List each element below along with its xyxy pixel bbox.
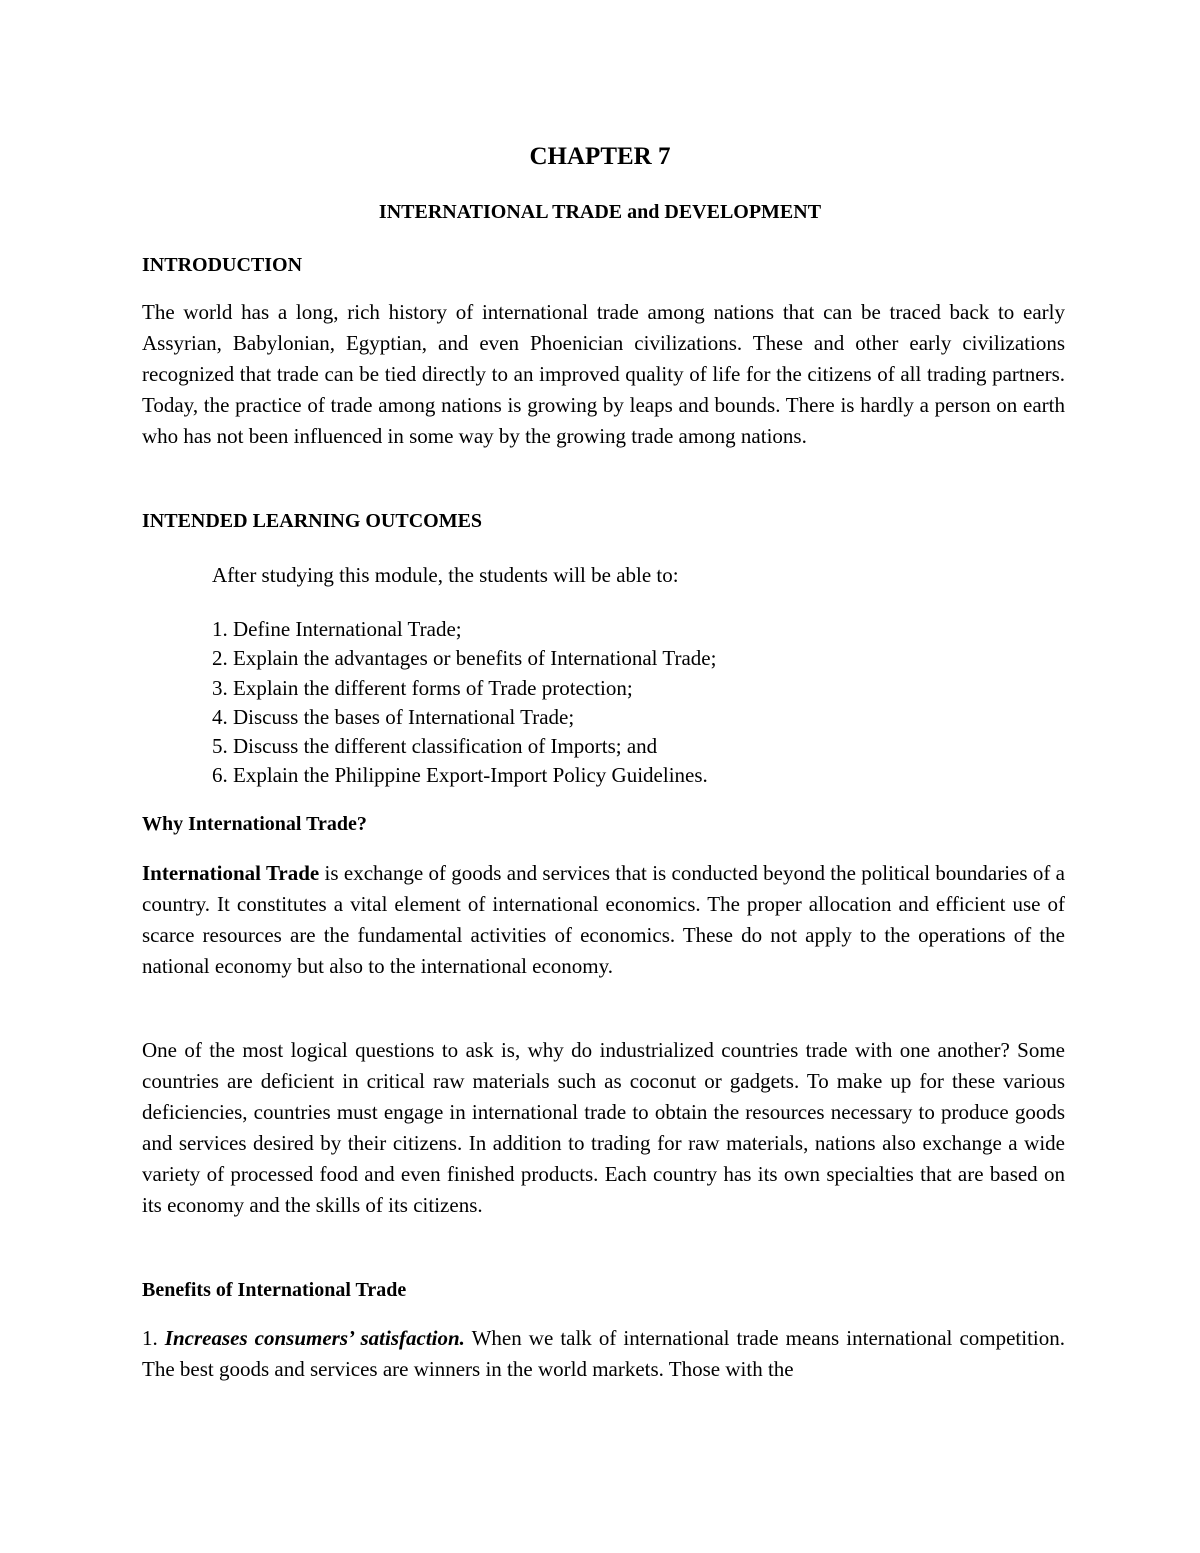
introduction-heading: INTRODUCTION	[142, 254, 303, 276]
learning-outcomes-heading: INTENDED LEARNING OUTCOMES	[142, 510, 483, 532]
benefits-heading: Benefits of International Trade	[142, 1279, 407, 1301]
learning-outcomes-list	[212, 615, 716, 791]
learning-outcomes-lead: After studying this module, the students will be able to:	[212, 563, 679, 587]
definition-text: is exchange of goods and services that is conducted beyond the political boundaries of a country. It constitutes a vital element of international economics. The proper allocation and efficient use of scarce resources are the fundamental activities of economics. These do not apply to the operations of the national economy but also to the international economy.	[142, 861, 1065, 978]
benefit-item-1	[142, 1323, 1065, 1385]
list-item: 4. Discuss the bases of International Trade;	[212, 704, 575, 729]
chapter-title: CHAPTER 7	[529, 143, 671, 170]
introduction-paragraph: The world has a long, rich history of international trade among nations that can be traced back to early Assyrian, Babylonian, Egyptian, and even Phoenician civilizations. These and other early civilizations recognized that trade can be tied directly to an improved quality of life for the citizens of all trading partners. Today, the practice of trade among nations is growing by leaps and bounds. There is hardly a person on earth who has not been influenced in some way by the growing trade among nations.	[142, 300, 1065, 448]
benefit-text: When we talk of international trade means international competition. The best goods and services are winners in the world markets. Those with the	[142, 1326, 1066, 1381]
definition-term: International Trade	[142, 861, 320, 885]
list-item: 1. Define International Trade;	[212, 617, 462, 641]
why-trade-paragraph: One of the most logical questions to ask is, why do industrialized countries trade with one another? Some countries are deficient in critical raw materials such as coconut or gadgets. To make up for these various deficiencies, countries must engage in international trade to obtain the resources necessary to produce goods and services desired by their citizens. In addition to trading for raw materials, nations also exchange a wide variety of processed food and even finished products. Each country has its own specialties that are based on its economy and the skills of its citizens.	[142, 1038, 1065, 1217]
list-item: 2. Explain the advantages or benefits of International Trade;	[212, 646, 717, 671]
list-item: 6. Explain the Philippine Export-Import Policy Guidelines.	[212, 763, 708, 788]
definition-paragraph	[142, 858, 1065, 982]
benefit-title: Increases consumers’ satisfaction.	[164, 1326, 465, 1350]
benefit-number: 1.	[142, 1326, 165, 1350]
document-title: INTERNATIONAL TRADE and DEVELOPMENT	[378, 201, 822, 223]
list-item: 3. Explain the different forms of Trade protection;	[212, 675, 633, 700]
list-item: 5. Discuss the different classification of Imports; and	[212, 734, 658, 759]
why-trade-heading: Why International Trade?	[142, 813, 367, 835]
